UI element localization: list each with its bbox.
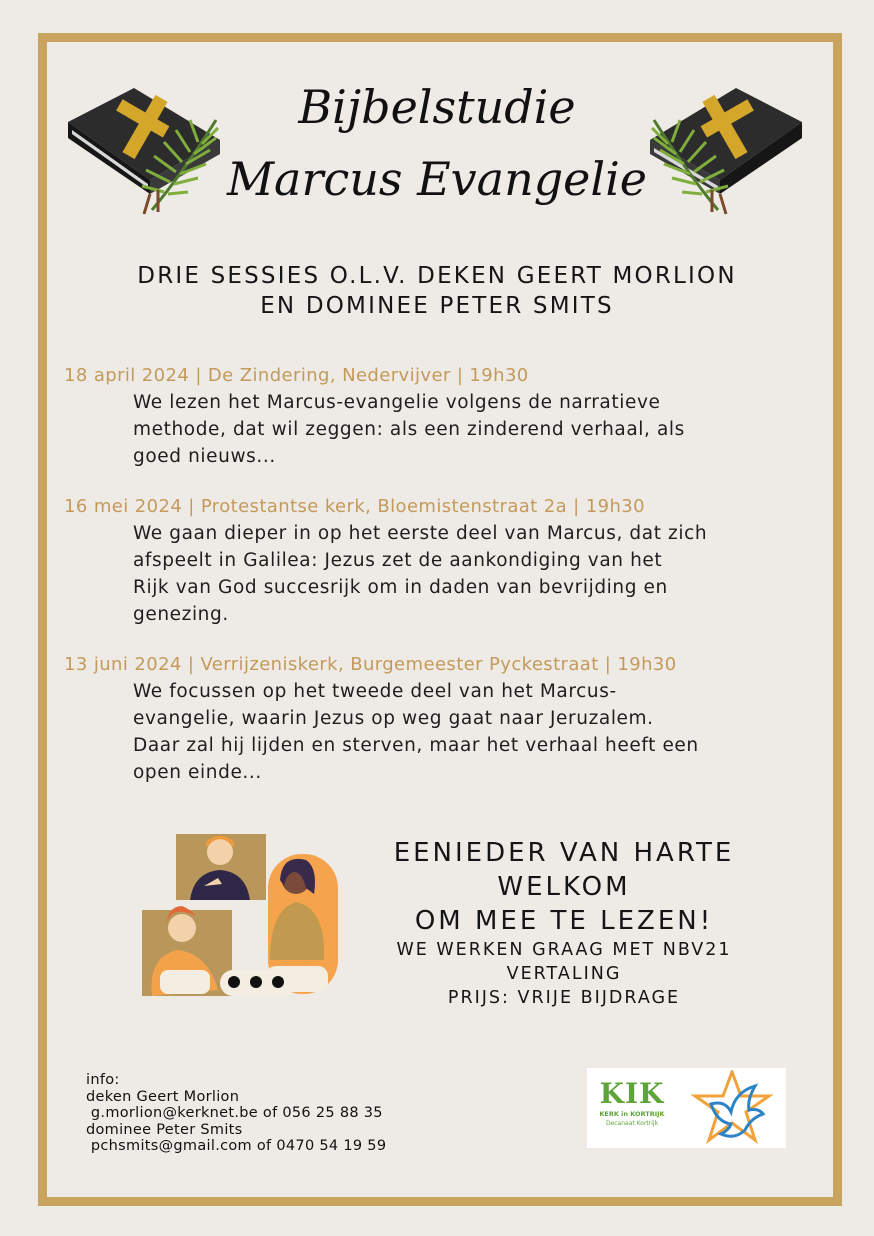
welcome-line-5: VERTALING bbox=[506, 964, 622, 984]
session-3-line: We focussen op het tweede deel van het Marcus- bbox=[133, 681, 617, 702]
bible-cross-palm-icon bbox=[646, 82, 806, 217]
title-line-1: Bijbelstudie bbox=[298, 80, 576, 134]
session-2-description bbox=[133, 520, 823, 628]
session-1-line: methode, dat wil zeggen: als een zinderend verhaal, als bbox=[133, 419, 685, 440]
subtitle bbox=[60, 261, 814, 321]
session-3-line: Daar zal hij lijden en sterven, maar het verhaal heeft een bbox=[133, 735, 699, 756]
title-line-2: Marcus Evangelie bbox=[226, 152, 648, 206]
people-chat-illustration bbox=[138, 830, 343, 1000]
session-2-line: We gaan dieper in op het eerste deel van Marcus, dat zich bbox=[133, 523, 708, 544]
kerk-in-kortrijk-logo bbox=[595, 1078, 669, 1128]
session-1-description bbox=[133, 389, 823, 470]
session-3-line: evangelie, waarin Jezus op weg gaat naar Jeruzalem. bbox=[133, 708, 654, 729]
session-2-heading: 16 mei 2024 | Protestantse kerk, Bloemistenstraat 2a | 19h30 bbox=[64, 496, 645, 517]
contact-info bbox=[86, 1072, 386, 1155]
session-3-description bbox=[133, 678, 823, 786]
session-2-line: Rijk van God succesrijk om in daden van bevrijding en bbox=[133, 577, 668, 598]
logo-mark: KIK bbox=[599, 1077, 665, 1110]
session-2-line: afspeelt in Galilea: Jezus zet de aankondiging van het bbox=[133, 550, 663, 571]
session-1-line: We lezen het Marcus-evangelie volgens de narratieve bbox=[133, 392, 661, 413]
session-3-heading: 13 juni 2024 | Verrijzeniskerk, Burgemeester Pyckestraat | 19h30 bbox=[64, 654, 677, 675]
welcome-block bbox=[344, 836, 784, 1010]
welcome-line-6: PRIJS: VRIJE BIJDRAGE bbox=[447, 988, 681, 1008]
bible-cross-palm-icon bbox=[64, 82, 224, 217]
welcome-line-4: WE WERKEN GRAAG MET NBV21 bbox=[396, 940, 732, 960]
welcome-line-3: OM MEE TE LEZEN! bbox=[414, 906, 714, 936]
contact-2-details[interactable]: pchsmits@gmail.com of 0470 54 19 59 bbox=[86, 1138, 387, 1154]
session-1-line: goed nieuws... bbox=[133, 446, 276, 467]
session-2-line: genezing. bbox=[133, 604, 229, 625]
welcome-line-2: WELKOM bbox=[497, 872, 631, 902]
contact-2-name: dominee Peter Smits bbox=[86, 1121, 243, 1138]
welcome-line-1: EENIEDER VAN HARTE bbox=[393, 838, 735, 868]
subtitle-line-2: EN DOMINEE PETER SMITS bbox=[260, 293, 614, 319]
logo-line-1: KERK in KORTRIJK bbox=[599, 1110, 665, 1118]
logo-line-2: Decanaat Kortrijk bbox=[605, 1120, 659, 1127]
dove-star-icon bbox=[691, 1070, 773, 1146]
contact-1-name: deken Geert Morlion bbox=[86, 1088, 240, 1105]
session-3-line: open einde... bbox=[133, 762, 262, 783]
contact-1-details[interactable]: g.morlion@kerknet.be of 056 25 88 35 bbox=[86, 1105, 383, 1121]
session-1-heading: 18 april 2024 | De Zindering, Nedervijver | 19h30 bbox=[64, 365, 529, 386]
info-label: info: bbox=[86, 1072, 120, 1088]
logos-panel bbox=[587, 1068, 786, 1148]
subtitle-line-1: DRIE SESSIES O.L.V. DEKEN GEERT MORLION bbox=[137, 263, 737, 289]
